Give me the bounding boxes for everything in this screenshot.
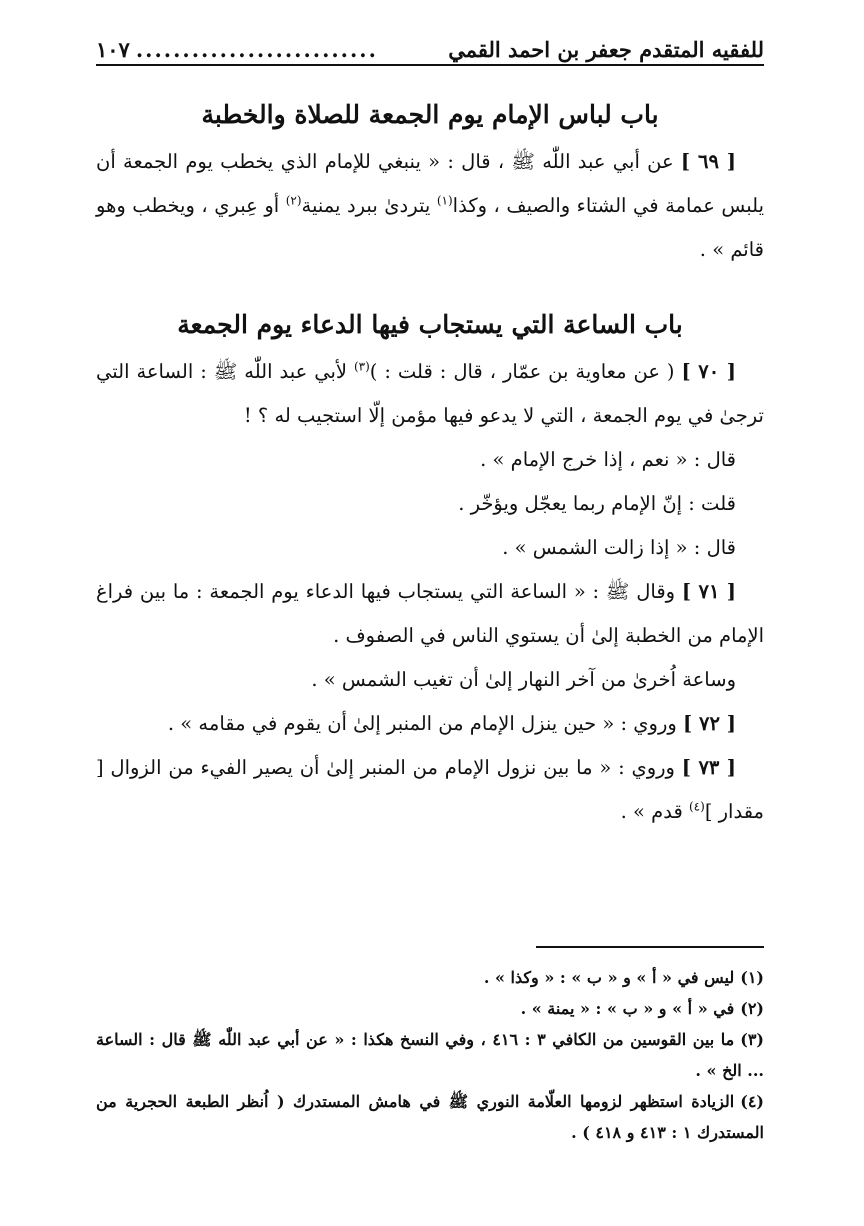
- footnote-3: [96, 1024, 764, 1086]
- footnote-ref[interactable]: (٤): [688, 799, 705, 814]
- footnote-ref[interactable]: (١): [436, 193, 453, 208]
- footnote-4: [96, 1086, 764, 1148]
- dialogue-line: قال : « إذا زالت الشمس » .: [502, 536, 736, 559]
- hadith-text: وقال ﷺ : « الساعة التي يستجاب فيها الدعاء يوم الجمعة : ما بين فراغ الإمام من الخطبة إلىٰ أن يستوي الناس في الصفوف .: [96, 580, 764, 647]
- dialogue-line: قال : « نعم ، إذا خرج الإمام » .: [480, 448, 736, 471]
- running-head-dots: ..........................: [135, 37, 378, 62]
- footnote-text: ما بين القوسين من الكافي ٣ : ٤١٦ ، وفي النسخ هكذا : « عن أبي عبد اللّٰه ﷺ قال : الساعة ... الخ » .: [96, 1030, 764, 1080]
- running-head: [96, 26, 764, 66]
- hadith-number: [ ٧٣ ]: [681, 756, 737, 779]
- section-heading-friday-hour: باب الساعة التي يستجاب فيها الدعاء يوم الجمعة: [177, 310, 683, 339]
- section-gap: [96, 272, 764, 306]
- footnotes: [96, 962, 764, 1148]
- hadith-text: وروي : « حين ينزل الإمام من المنبر إلىٰ أن يقوم في مقامه » .: [167, 712, 677, 735]
- footnote-text: الزيادة استظهر لزومها العلّامة النوري ﷺ في هامش المستدرك ( اُنظر الطبعة الحجرية من المستدرك ١ : ٤١٣ و ٤١٨ ) .: [96, 1092, 764, 1142]
- main-text: [96, 96, 764, 834]
- footnote-2: [96, 993, 764, 1024]
- hadith-70: [96, 350, 764, 438]
- hadith-text: عن أبي عبد اللّٰه ﷺ ، قال : « ينبغي للإمام الذي يخطب يوم الجمعة أن يلبس عمامة في الشتاء والصيف ، وكذا: [96, 150, 764, 217]
- hadith-text: يتردىٰ ببرد يمنية: [301, 194, 437, 217]
- hadith-text: قدم » .: [620, 800, 689, 823]
- footnote-separator: [536, 946, 764, 948]
- footnote-text: ليس في « أ » و « ب » : « وكذا » .: [483, 968, 735, 987]
- hadith-text: لأبي عبد اللّٰه ﷺ : الساعة التي ترجىٰ في يوم الجمعة ، التي لا يدعو فيها مؤمن إلّا استجيب له ؟ !: [96, 360, 764, 427]
- footnote-ref[interactable]: (٣): [353, 359, 370, 374]
- footnote-1: [96, 962, 764, 993]
- footnote-number: (٢): [740, 999, 764, 1018]
- hadith-number: [ ٧٠ ]: [681, 360, 737, 383]
- dialogue-line: قلت : إنّ الإمام ربما يعجّل ويؤخّر .: [458, 492, 736, 515]
- section-heading-friday-attire: باب لباس الإمام يوم الجمعة للصلاة والخطبة: [201, 100, 659, 129]
- footnote-number: (٣): [740, 1030, 764, 1049]
- hadith-73: [96, 746, 764, 834]
- hadith-69: [96, 140, 764, 272]
- running-head-title: للفقيه المتقدم جعفر بن احمد القمي: [448, 37, 764, 62]
- page-number: ١٠٧: [96, 37, 130, 62]
- footnote-number: (١): [740, 968, 764, 987]
- hadith-text: أو عِبري ، ويخطب وهو قائم » .: [96, 194, 764, 261]
- footnote-number: (٤): [740, 1092, 764, 1111]
- hadith-71-continuation: وساعة اُخرىٰ من آخر النهار إلىٰ أن تغيب الشمس » .: [311, 668, 736, 691]
- hadith-text: وروي : « ما بين نزول الإمام من المنبر إلىٰ أن يصير الفيء من الزوال [ مقدار ]: [96, 756, 764, 823]
- footnote-ref[interactable]: (٢): [285, 193, 302, 208]
- hadith-71: [96, 570, 764, 658]
- hadith-number: [ ٧٢ ]: [683, 712, 736, 735]
- hadith-number: [ ٧١ ]: [681, 580, 737, 603]
- hadith-72: [96, 702, 764, 746]
- footnote-text: في « أ » و « ب » : « يمنة » .: [520, 999, 735, 1018]
- hadith-number: [ ٦٩ ]: [680, 150, 737, 173]
- hadith-text: ( عن معاوية بن عمّار ، قال : قلت : ): [369, 360, 675, 383]
